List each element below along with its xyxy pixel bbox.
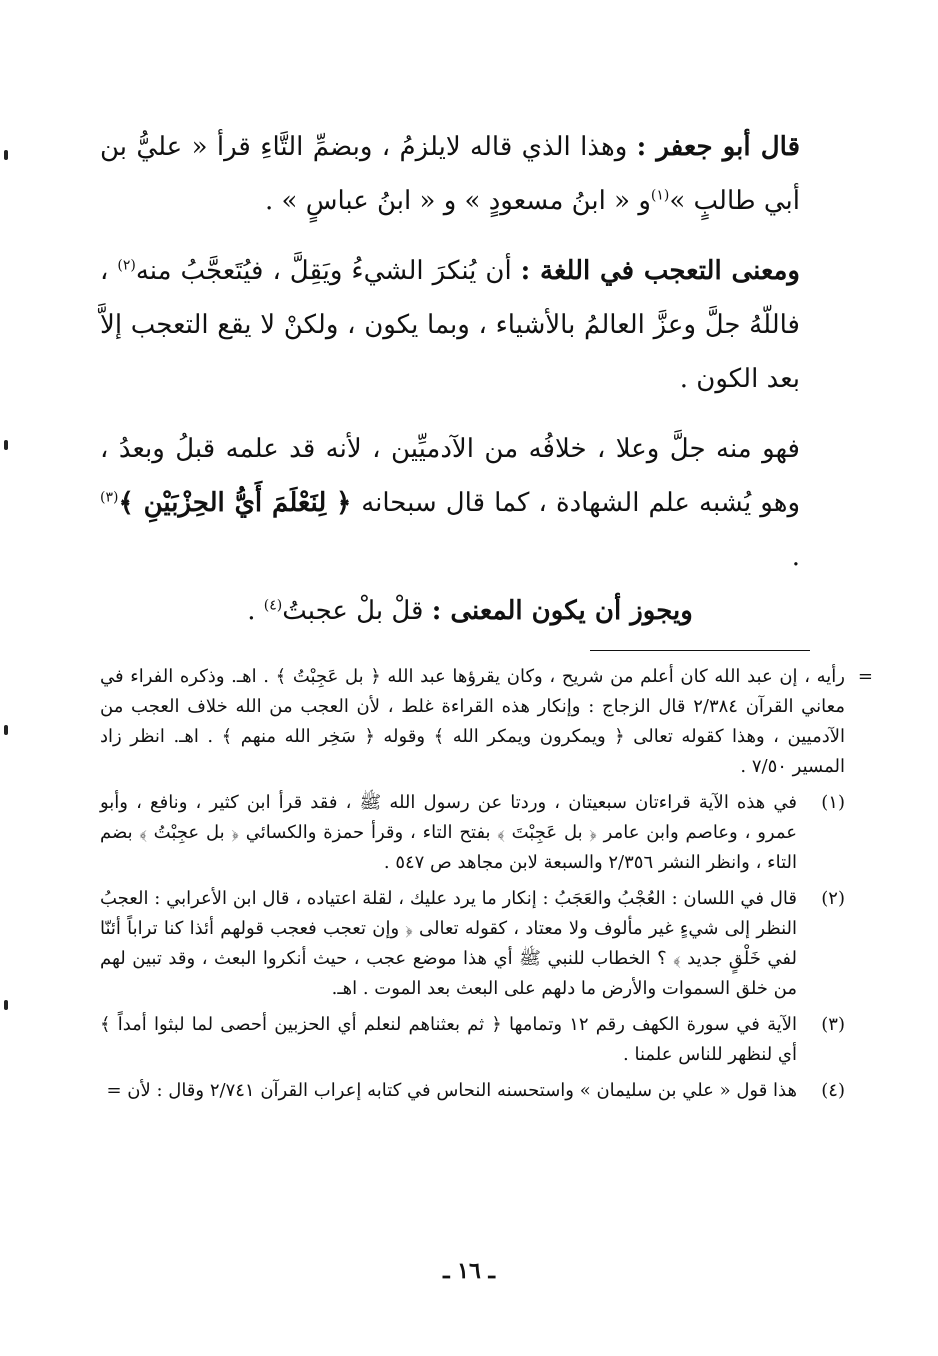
paragraph-1-text: وهذا الذي قاله لايلزمُ ، وبضمِّ التَّاءِ قرأ « عليُّ بن أبي طالبٍ » bbox=[100, 132, 800, 216]
paragraph-1-lead: قال أبو جعفر : bbox=[636, 132, 801, 162]
footnote-2 bbox=[100, 884, 845, 1004]
paragraph-1-tail: و « ابنُ مسعودٍ » و « ابنُ عباسٍ » . bbox=[265, 186, 651, 216]
margin-mark bbox=[4, 725, 8, 735]
footnote-ref-4[interactable]: (٤) bbox=[263, 597, 283, 614]
paragraph-1 bbox=[100, 120, 800, 228]
paragraph-4-tail: . bbox=[247, 596, 264, 626]
footnote-1 bbox=[100, 788, 845, 878]
paragraph-3 bbox=[100, 422, 800, 584]
footnote-continuation bbox=[100, 662, 873, 782]
paragraph-2-lead: ومعنى التعجب في اللغة : bbox=[520, 256, 800, 286]
paragraph-4-lead: ويجوز أن يكون المعنى : bbox=[431, 596, 693, 626]
paragraph-3-text: فهو منه جلَّ وعلا ، خلافُه من الآدميِّين ، لأنه قد علمه قبلُ وبعدُ ، وهو يُشبه علم الشهادة ، كما قال سبحانه bbox=[100, 434, 800, 518]
paragraph-3-tail: . bbox=[791, 542, 800, 572]
footnote-separator bbox=[590, 650, 810, 651]
footnote-ref-2[interactable]: (٢) bbox=[117, 257, 136, 274]
paragraph-4 bbox=[100, 584, 800, 638]
footnote-number: (٤) bbox=[821, 1080, 845, 1101]
footnote-text: قال في اللسان : العُجْبُ والعَجَبُ : إنكار ما يرد عليك ، لقلة اعتياده ، قال ابن الأعرابي : العجبُ النظر إلى شيءٍ غير مألوف ولا معتاد ، كقوله تعالى ﴿ وإن تعجب فعجب قولهم أئذا كنا تراباً أئنّا لفي خَلْقٍ جديد ﴾ ؟ الخطاب للنبي ﷺ أي هذا موضع عجب ، حيث أنكروا البعث ، وقد تبين لهم من خلق السموات والأرض ما دلهم على البعث بعد الموت . اهـ. bbox=[100, 888, 797, 999]
footnote-number: (٢) bbox=[821, 888, 845, 909]
paragraph-2-text: أن يُنكرَ الشيءُ ويَقِلَّ ، فيُتَعجَّبُ منه bbox=[135, 256, 521, 286]
paragraph-2-tail: ، فاللّهُ جلَّ وعزَّ العالمُ بالأشياء ، وبما يكون ، ولكنْ لا يقع التعجب إلاَّ بعد الكون . bbox=[100, 256, 800, 394]
page-number: ـ ١٦ ـ bbox=[443, 1258, 495, 1284]
footnotes bbox=[100, 662, 873, 1112]
footnote-4 bbox=[100, 1076, 845, 1106]
footnote-3 bbox=[100, 1010, 845, 1070]
margin-mark bbox=[4, 1000, 8, 1010]
footnote-continuation-text: رأيه ، إن عبد الله كان أعلم من شريح ، وكان يقرؤها عبد الله ﴿ بل عَجِبْتُ ﴾ . اهـ. وذكره الفراء في معاني القرآن ٢/٣٨٤ قال الزجاج : وإنكار هذه القراءة غلط ، لأن العجب من الله خلاف العجب من الآدميين ، وهذا كقوله تعالى ﴿ ويمكرون ويمكر الله ﴾ وقوله ﴿ سَخِر الله منهم ﴾ . اهـ. انظر زاد المسير ٧/٥٠ . bbox=[100, 666, 845, 777]
margin-mark bbox=[4, 150, 8, 160]
footnote-text: هذا قول « علي بن سليمان » واستحسنه النحاس في كتابه إعراب القرآن ٢/٧٤١ وقال : لأن = bbox=[106, 1080, 797, 1101]
footnote-number: (١) bbox=[821, 792, 845, 813]
footnote-text: الآية في سورة الكهف رقم ١٢ وتمامها ﴿ ثم بعثناهم لنعلم أي الحزبين أحصى لما لبثوا أمداً ﴾ أي لنظهر للناس علمنا . bbox=[100, 1014, 797, 1065]
quran-quote: ﴿ لِنَعْلَمَ أَيُّ الحِزْبَيْنِ ﴾ bbox=[118, 488, 362, 518]
margin-mark bbox=[4, 440, 8, 450]
main-text bbox=[100, 120, 800, 638]
footnote-ref-1[interactable]: (١) bbox=[650, 187, 670, 204]
footnote-number: (٣) bbox=[821, 1014, 845, 1035]
paragraph-4-text: قلْ بلْ عجبتُ bbox=[282, 596, 432, 626]
paragraph-2 bbox=[100, 244, 800, 406]
footnote-text: في هذه الآية قراءتان سبعيتان ، وردتا عن رسول الله ﷺ ، فقد قرأ ابن كثير ، ونافع ، وأبو عمرو ، وعاصم وابن عامر ﴿ بل عَجِبْتَ ﴾ بفتح التاء ، وقرأ حمزة والكسائي ﴿ بل عجِبْتُ ﴾ بضم التاء ، وانظر النشر ٢/٣٥٦ والسبعة لابن مجاهد ص ٥٤٧ . bbox=[100, 792, 797, 873]
continuation-mark: = bbox=[857, 666, 873, 687]
footnote-ref-3[interactable]: (٣) bbox=[100, 489, 119, 506]
